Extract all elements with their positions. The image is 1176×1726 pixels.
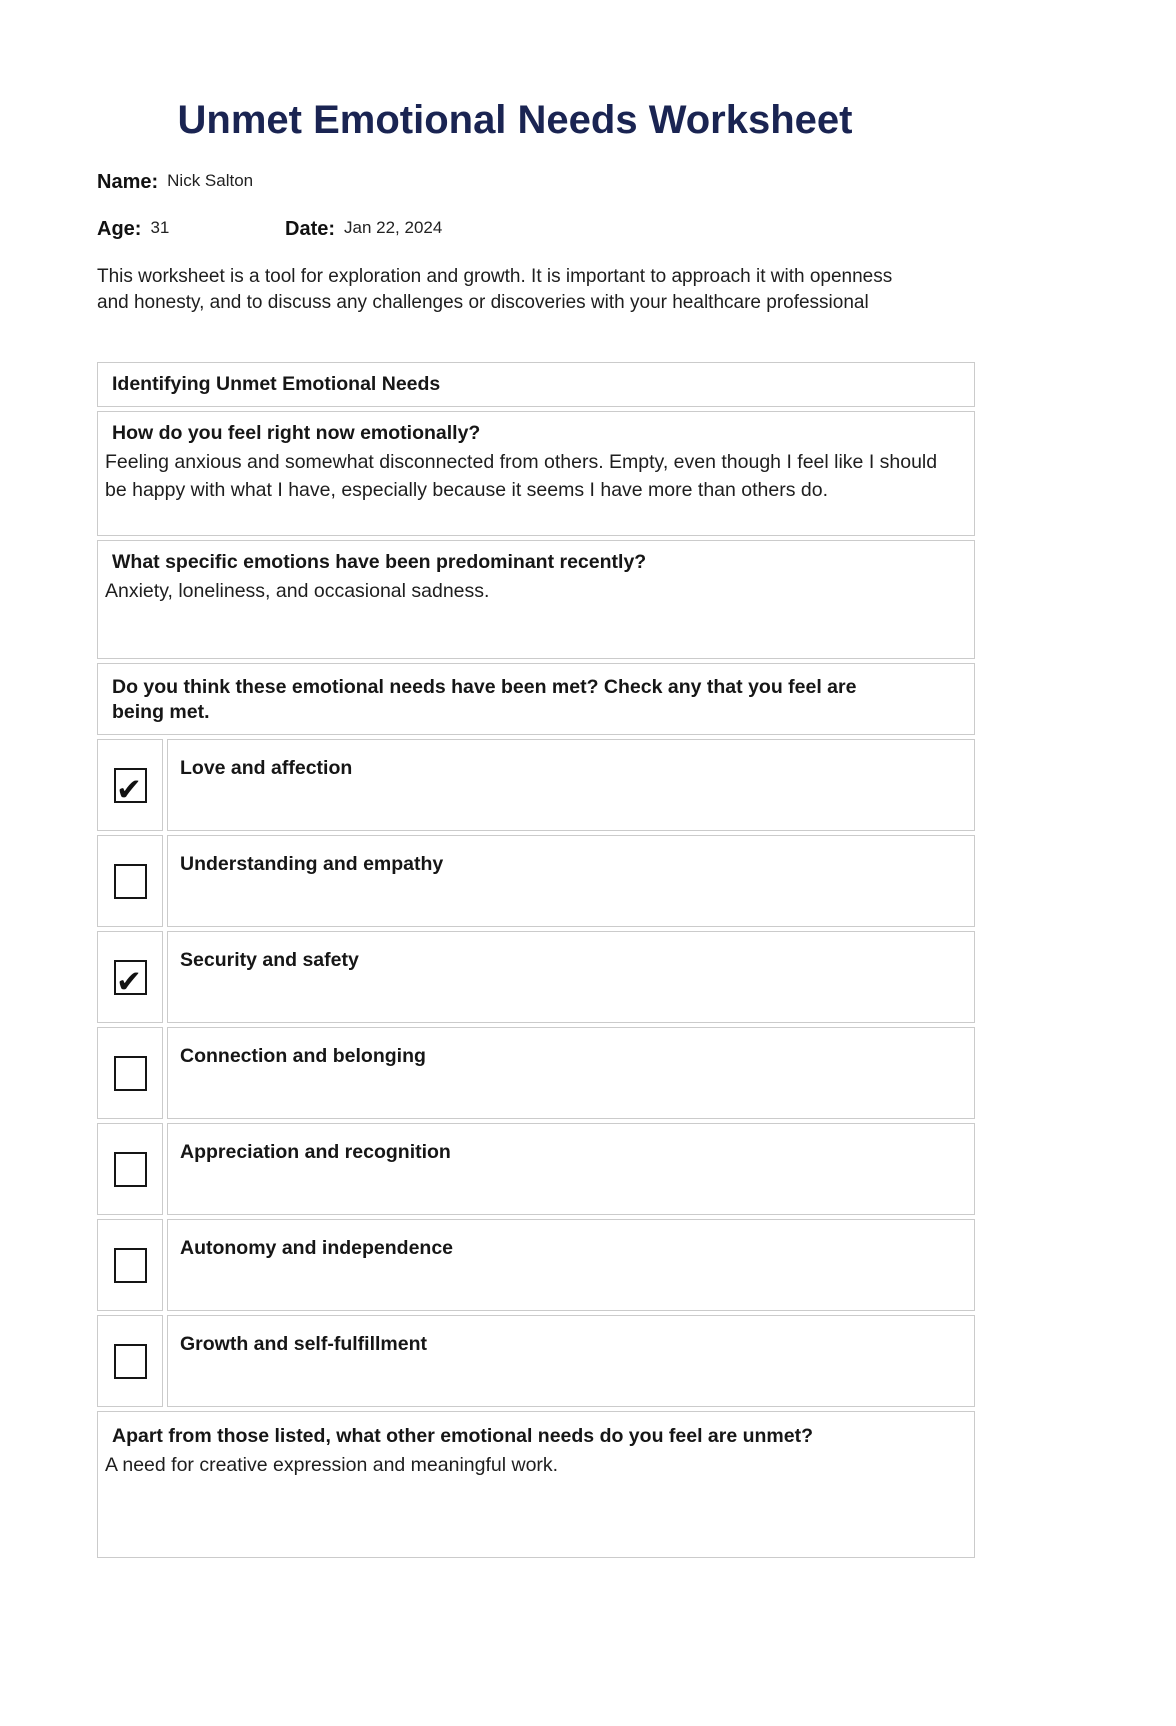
page-title: Unmet Emotional Needs Worksheet: [177, 98, 853, 142]
checklist-row-security-safety: [97, 931, 975, 1023]
question-row-other-unmet-needs: [97, 1411, 975, 1558]
checkmark-icon: ✔: [116, 964, 142, 1000]
checkbox-cell: [97, 835, 163, 927]
checklist-label-cell: [167, 1219, 975, 1311]
checklist-row-appreciation-recognition: [97, 1123, 975, 1215]
date-label: Date:: [285, 218, 336, 240]
checklist-label-cell: [167, 835, 975, 927]
question-cell: [97, 1411, 975, 1558]
question-text: How do you feel right now emotionally?: [112, 422, 481, 444]
question-text: What specific emotions have been predominant recently?: [112, 551, 647, 573]
name-row: [97, 171, 975, 195]
checkbox-cell: [97, 1315, 163, 1407]
checkbox-cell: [97, 1027, 163, 1119]
checkbox-cell: [97, 931, 163, 1023]
table-header-title: Identifying Unmet Emotional Needs: [112, 373, 441, 395]
question-text: Apart from those listed, what other emotional needs do you feel are unmet?: [112, 1425, 814, 1447]
date-value[interactable]: Jan 22, 2024: [344, 218, 443, 237]
question-cell: [97, 540, 975, 659]
checkbox-connection-belonging[interactable]: [114, 1056, 147, 1091]
checklist-label: Love and affection: [180, 757, 353, 779]
checklist-label: Security and safety: [180, 949, 359, 971]
checklist-row-autonomy-independence: [97, 1219, 975, 1311]
checkbox-growth-self-fulfillment[interactable]: [114, 1344, 147, 1379]
question-cell: [97, 411, 975, 536]
checkbox-appreciation-recognition[interactable]: [114, 1152, 147, 1187]
checkbox-understanding-empathy[interactable]: [114, 864, 147, 899]
checklist-label-cell: [167, 1123, 975, 1215]
worksheet-page: [97, 96, 975, 1558]
checkbox-cell: [97, 1123, 163, 1215]
checkbox-autonomy-independence[interactable]: [114, 1248, 147, 1283]
checklist-label: Growth and self-fulfillment: [180, 1333, 427, 1355]
checklist-label: Autonomy and independence: [180, 1237, 454, 1259]
checklist-row-love-affection: [97, 739, 975, 831]
checklist-row-understanding-empathy: [97, 835, 975, 927]
checklist-label: Understanding and empathy: [180, 853, 444, 875]
intro-text: This worksheet is a tool for exploration and growth. It is important to approach it with openness and honesty, and to discuss any challenges or discoveries with your healthcare professional: [97, 266, 893, 313]
checkmark-icon: ✔: [116, 772, 142, 808]
answer-field-other-unmet-needs[interactable]: A need for creative expression and meaningful work.: [105, 1454, 559, 1476]
checkbox-security-safety[interactable]: [114, 960, 147, 1000]
checklist-label: Connection and belonging: [180, 1045, 426, 1067]
checklist-label-cell: [167, 739, 975, 831]
worksheet-table: [97, 362, 975, 1558]
checklist-label-cell: [167, 1027, 975, 1119]
checklist-prompt-text: Do you think these emotional needs have been met? Check any that you feel are being met.: [112, 676, 857, 723]
age-date-row: [97, 218, 975, 242]
name-label: Name:: [97, 171, 159, 193]
question-row-predominant-emotions: [97, 540, 975, 659]
checklist-row-connection-belonging: [97, 1027, 975, 1119]
checklist-label: Appreciation and recognition: [180, 1141, 451, 1163]
checklist-row-growth-self-fulfillment: [97, 1315, 975, 1407]
checkbox-cell: [97, 1219, 163, 1311]
age-label: Age:: [97, 218, 142, 240]
date-group: [285, 218, 442, 241]
name-value[interactable]: Nick Salton: [167, 171, 254, 190]
table-header-cell: [97, 362, 975, 407]
checklist-prompt-cell: [97, 663, 975, 735]
checkbox-love-affection[interactable]: [114, 768, 147, 808]
answer-field-feel-now[interactable]: Feeling anxious and somewhat disconnected from others. Empty, even though I feel like I should be happy with what I have, especially because it seems I have more than others do.: [105, 451, 938, 501]
age-value[interactable]: 31: [150, 218, 170, 237]
answer-field-predominant-emotions[interactable]: Anxiety, loneliness, and occasional sadness.: [105, 580, 490, 602]
checklist-label-cell: [167, 931, 975, 1023]
question-row-feel-now: [97, 411, 975, 536]
checklist-prompt-row: [97, 663, 975, 735]
checklist-label-cell: [167, 1315, 975, 1407]
checkbox-cell: [97, 739, 163, 831]
table-header-row: [97, 362, 975, 407]
